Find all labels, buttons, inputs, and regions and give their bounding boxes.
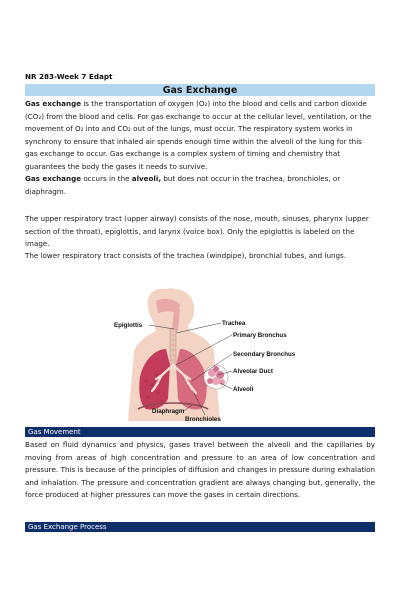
document-header: NR 283-Week 7 Edapt	[25, 72, 113, 81]
label-secondary-bronchus: Secondary Bronchus	[233, 351, 296, 358]
label-alveolar-duct: Alveolar Duct	[233, 368, 273, 375]
respiratory-system-diagram	[112, 285, 312, 423]
upper-tract-paragraph: The upper respiratory tract (upper airway) consists of the nose, mouth, sinuses, pharynx (upper section of the throat), epiglottis, and larynx (voice box). Only the epiglottis is labeled on the image.	[25, 214, 369, 249]
section-title: Gas Movement	[28, 428, 81, 436]
intro-paragraph	[25, 98, 375, 198]
term-bold: Gas exchange	[25, 174, 82, 184]
section-title: Gas Exchange Process	[28, 523, 107, 531]
section-header-gas-exchange-process	[25, 522, 375, 532]
label-bronchioles: Bronchioles	[185, 416, 221, 423]
label-epiglottis: Epiglottis	[114, 322, 143, 329]
title-bar	[25, 84, 375, 96]
lower-tract-paragraph: The lower respiratory tract consists of the trachea (windpipe), bronchial tubes, and lungs.	[25, 251, 347, 260]
intro-text: but does not occur in the trachea, bronchioles, or diaphragm.	[25, 174, 341, 196]
intro-text: occurs in the	[81, 174, 132, 184]
trachea-shape	[170, 329, 176, 365]
label-primary-bronchus: Primary Bronchus	[233, 332, 287, 339]
label-diaphragm: Diaphragm	[152, 408, 185, 415]
intro-text: is the transportation of oxygen (O₂) into the blood and cells and carbon dioxide (CO₂) from the blood and cells. For gas exchange to occur at the cellular level, ventilation, or the movement of O₂ into and CO₂ out of the lungs, must occur. The respiratory system works in synchrony to ensure that inhaled air spends enough time within the alveoli of the lung for this gas exchange to occur. Gas exchange is a complex system of timing and chemistry that guarantees the body the gases it needs to survive.	[25, 99, 372, 171]
label-trachea: Trachea	[222, 320, 246, 327]
term-bold: Gas exchange	[25, 99, 82, 108]
alveoli-bold: alveoli,	[131, 174, 162, 184]
label-alveoli: Alveoli	[233, 386, 254, 393]
gas-movement-paragraph: Based on fluid dynamics and physics, gases travel between the alveoli and the capillaries by moving from areas of high concentration and pressure to an area of low concentration and pressure. This is because of the principles of diffusion and changes in pressure during exhalation and inhalation. The pressure and concentration gradient are always changing but, generally, the force produced at higher pressures can move the gases in certain directions.	[25, 440, 375, 500]
section-header-gas-movement	[25, 427, 375, 437]
page-title: Gas Exchange	[162, 84, 238, 96]
